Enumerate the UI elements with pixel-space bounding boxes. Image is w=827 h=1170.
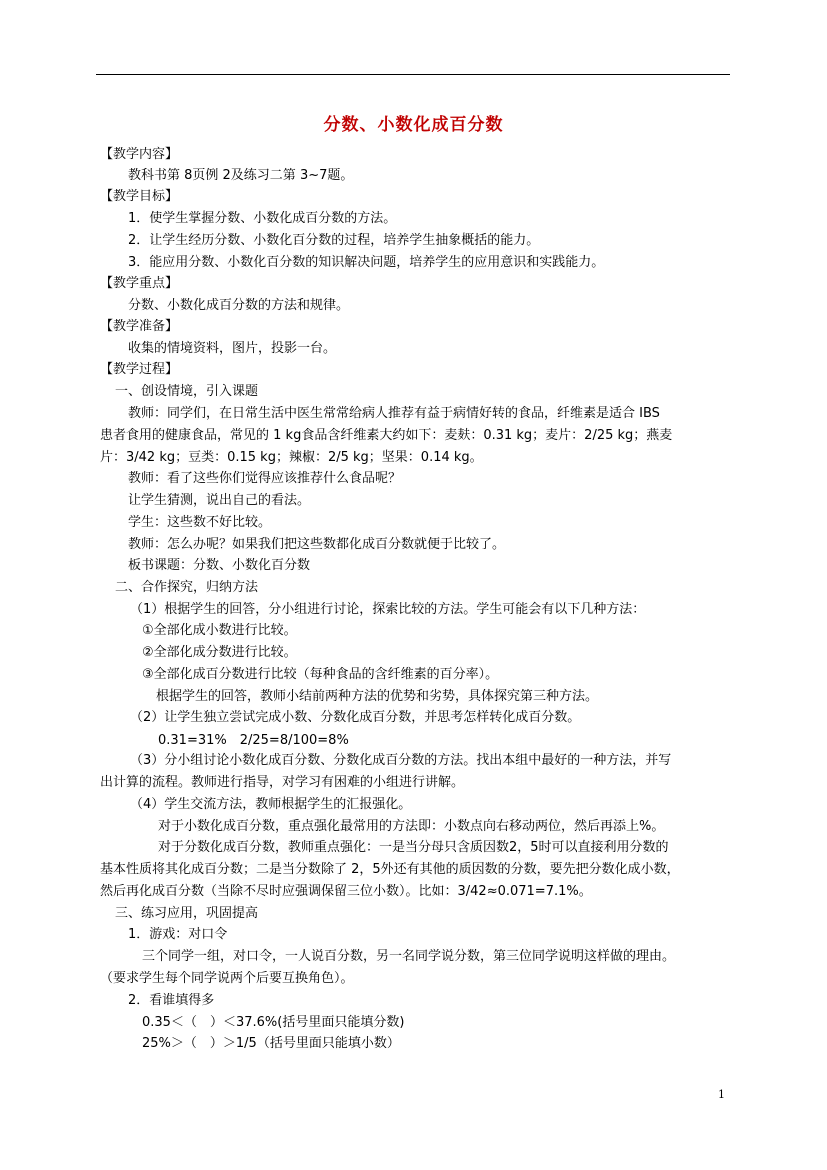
section-heading-goals: 【教学目标】 bbox=[100, 189, 179, 204]
text-line: （1）根据学生的回答，分小组进行讨论，探索比较的方法。学生可能会有以下几种方法： bbox=[130, 602, 646, 617]
text-line: 教师：看了这些你们觉得应该推荐什么食品呢？ bbox=[128, 471, 402, 486]
text-line: 根据学生的回答，教师小结前两种方法的优势和劣势，具体探究第三种方法。 bbox=[156, 689, 599, 704]
text-line: 教师：同学们，在日常生活中医生常常给病人推荐有益于病情好转的食品，纤维素是适合 IBS bbox=[128, 406, 660, 421]
text-line: 1．游戏：对口令 bbox=[128, 927, 228, 942]
text-line: 学生：这些数不好比较。 bbox=[128, 515, 272, 530]
text-line: 板书课题：分数、小数化百分数 bbox=[128, 558, 311, 573]
exercise-line: 0.35＜（ ）＜37.6%(括号里面只能填分数) bbox=[142, 1015, 405, 1030]
text-line: 对于分数化成百分数，教师重点强化：一是当分母只含质因数2，5时可以直接利用分数的 bbox=[158, 840, 669, 855]
text-line: 教科书第 8页例 2及练习二第 3~7题。 bbox=[128, 168, 354, 183]
text-line: 教师：怎么办呢？如果我们把这些数都化成百分数就便于比较了。 bbox=[128, 537, 506, 552]
text-line: （3）分小组讨论小数化成百分数、分数化成百分数的方法。找出本组中最好的一种方法，并写 bbox=[130, 753, 672, 768]
section-heading-prep: 【教学准备】 bbox=[100, 319, 179, 334]
text-line: 基本性质将其化成百分数；二是当分数除了 2，5外还有其他的质因数的分数，要先把分数化成小数， bbox=[100, 862, 680, 877]
section-heading-process: 【教学过程】 bbox=[100, 362, 179, 377]
text-line: 然后再化成百分数（当除不尽时应强调保留三位小数）。比如：3/42≈0.071=7.1%。 bbox=[100, 884, 592, 899]
list-item: ①全部化成小数进行比较。 bbox=[142, 623, 297, 638]
subsection-heading: 三、练习应用，巩固提高 bbox=[115, 906, 259, 921]
text-line: 让学生猜测，说出自己的看法。 bbox=[128, 493, 311, 508]
text-line: （要求学生每个同学说两个后要互换角色）。 bbox=[100, 971, 354, 986]
text-line: 出计算的流程。教师进行指导，对学习有困难的小组进行讲解。 bbox=[100, 775, 465, 790]
text-line: 患者食用的健康食品，常见的 1 kg食品含纤维素大约如下：麦麸：0.31 kg；麦片：2/25 kg；燕麦 bbox=[100, 428, 673, 443]
list-item: ②全部化成分数进行比较。 bbox=[142, 645, 297, 660]
exercise-line: 25%＞（ ）＞1/5（括号里面只能填小数） bbox=[142, 1036, 400, 1051]
subsection-heading: 二、合作探究，归纳方法 bbox=[115, 580, 259, 595]
text-line: 2．让学生经历分数、小数化百分数的过程，培养学生抽象概括的能力。 bbox=[128, 233, 540, 248]
page-title: 分数、小数化成百分数 bbox=[323, 115, 504, 135]
section-heading-focus: 【教学重点】 bbox=[100, 276, 179, 291]
text-line: 对于小数化成百分数，重点强化最常用的方法即：小数点向右移动两位，然后再添上%。 bbox=[158, 819, 665, 834]
text-line: 1．使学生掌握分数、小数化成百分数的方法。 bbox=[128, 211, 397, 226]
header-rule bbox=[96, 74, 730, 75]
subsection-heading: 一、创设情境，引入课题 bbox=[115, 384, 259, 399]
text-line: （2）让学生独立尝试完成小数、分数化成百分数，并思考怎样转化成百分数。 bbox=[130, 710, 581, 725]
text-line: 片：3/42 kg；豆类：0.15 kg；辣椒：2/5 kg；坚果：0.14 kg。 bbox=[100, 450, 483, 465]
text-line: （4）学生交流方法，教师根据学生的汇报强化。 bbox=[130, 797, 412, 812]
section-heading-content: 【教学内容】 bbox=[100, 147, 179, 162]
list-item: ③全部化成百分数进行比较（每种食品的含纤维素的百分率）。 bbox=[142, 667, 499, 682]
text-line: 分数、小数化成百分数的方法和规律。 bbox=[128, 298, 350, 313]
text-line: 三个同学一组，对口令，一人说百分数，另一名同学说分数，第三位同学说明这样做的理由。 bbox=[142, 949, 676, 964]
formula-line: 0.31=31% 2/25=8/100=8% bbox=[158, 733, 349, 748]
text-line: 3．能应用分数、小数化百分数的知识解决问题，培养学生的应用意识和实践能力。 bbox=[128, 255, 605, 270]
text-line: 2．看谁填得多 bbox=[128, 993, 215, 1008]
text-line: 收集的情境资料，图片，投影一台。 bbox=[128, 341, 337, 356]
page-number: 1 bbox=[718, 1088, 725, 1101]
